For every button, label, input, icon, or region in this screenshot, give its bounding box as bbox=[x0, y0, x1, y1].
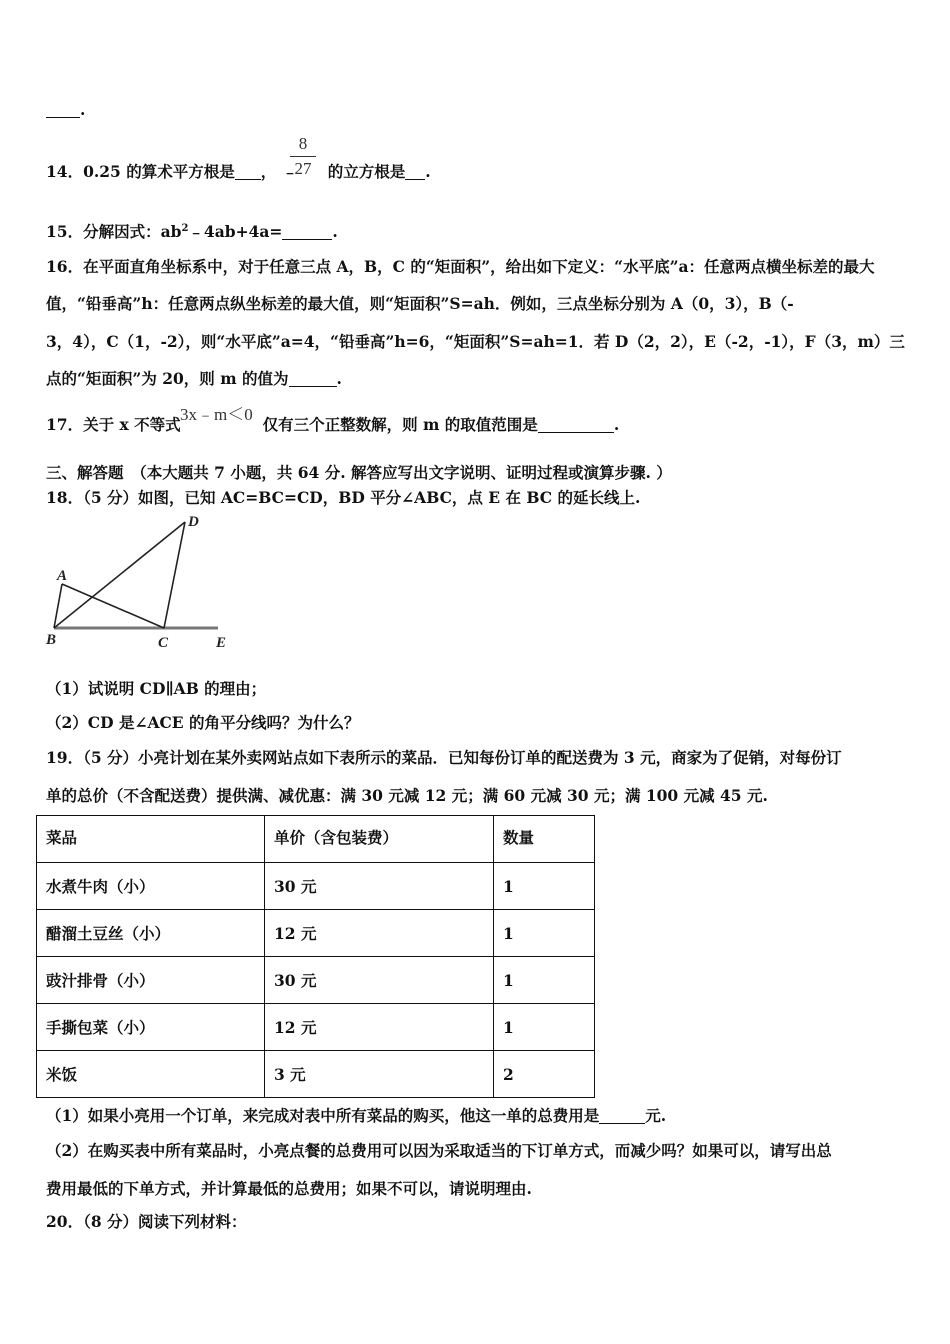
segment-BD bbox=[54, 522, 185, 628]
cell-qty: 1 bbox=[494, 910, 595, 957]
q13-tail: . bbox=[46, 100, 85, 119]
cell-price: 3 元 bbox=[265, 1051, 494, 1098]
cell-dish: 豉汁排骨（小） bbox=[37, 957, 265, 1004]
cell-qty: 1 bbox=[494, 863, 595, 910]
header-unit-price: 单价（含包装费） bbox=[265, 816, 494, 863]
question-16-line-3: 3，4），C（1，-2），则“水平底”a=4，“铅垂高”h=6，“矩面积”S=ah=1．若 D（2，2），E（-2，-1），F（3，m）三 bbox=[46, 332, 905, 351]
fraction-8-27 bbox=[290, 134, 316, 179]
table-row bbox=[37, 863, 595, 910]
question-16-line-4: 点的“矩面积”为 20，则 m 的值为 . bbox=[46, 369, 342, 388]
cell-price: 30 元 bbox=[265, 863, 494, 910]
cell-qty: 2 bbox=[494, 1051, 595, 1098]
segment-CD bbox=[164, 522, 185, 628]
inequality-expression: 3x﹣m＜0 bbox=[180, 405, 253, 424]
geometry-figure bbox=[40, 510, 240, 655]
cell-qty: 1 bbox=[494, 1004, 595, 1051]
header-quantity: 数量 bbox=[494, 816, 595, 863]
table-row bbox=[37, 957, 595, 1004]
cell-dish: 米饭 bbox=[37, 1051, 265, 1098]
segment-AC bbox=[62, 584, 164, 628]
q17-answer-blank[interactable] bbox=[538, 417, 614, 434]
menu-table bbox=[36, 815, 595, 1098]
label-A: A bbox=[57, 568, 68, 584]
q14-answer-blank-2[interactable] bbox=[405, 164, 425, 181]
table-row bbox=[37, 910, 595, 957]
question-16-line-1: 16．在平面直角坐标系中，对于任意三点 A，B，C 的“矩面积”，给出如下定义：“水平底”a：任意两点横坐标差的最大 bbox=[46, 257, 875, 276]
question-19-line-1: 19．（5 分）小亮计划在某外卖网站点如下表所示的菜品．已知每份订单的配送费为 3 元，商家为了促销，对每份订 bbox=[46, 748, 842, 767]
question-18-part-1: （1）试说明 CD∥AB 的理由； bbox=[46, 679, 267, 698]
q14-answer-blank-1[interactable] bbox=[235, 164, 261, 181]
q15-answer-blank[interactable] bbox=[282, 224, 332, 241]
question-19-line-2: 单的总价（不含配送费）提供满、减优惠：满 30 元减 12 元；满 60 元减 30 元；满 100 元减 45 元. bbox=[46, 786, 768, 805]
cell-dish: 水煮牛肉（小） bbox=[37, 863, 265, 910]
question-18-part-2: （2）CD 是∠ACE 的角平分线吗？为什么？ bbox=[46, 713, 360, 732]
q16-answer-blank[interactable] bbox=[289, 371, 337, 388]
question-15: 15．分解因式：$ab^2﹣4ab+4a=$ . bbox=[46, 222, 338, 241]
question-19-part-2-line-2: 费用最低的下单方式，并计算最低的总费用；如果不可以，请说明理由. bbox=[46, 1179, 532, 1198]
exponent: 2 bbox=[181, 222, 189, 234]
question-20: 20．（8 分）阅读下列材料： bbox=[46, 1212, 247, 1231]
table-row bbox=[37, 1004, 595, 1051]
label-B: B bbox=[46, 632, 57, 648]
cell-price: 12 元 bbox=[265, 1004, 494, 1051]
section-3-heading: 三、解答题 （本大题共 7 小题，共 64 分. 解答应写出文字说明、证明过程或演算步骤. ） bbox=[46, 463, 672, 482]
cell-qty: 1 bbox=[494, 957, 595, 1004]
fraction-bar bbox=[290, 156, 316, 157]
segment-BA bbox=[54, 584, 62, 628]
question-16-line-2: 值，“铅垂高”h：任意两点纵坐标差的最大值，则“矩面积”S=ah．例如，三点坐标分别为 A（0，3），B（- bbox=[46, 294, 794, 313]
cell-dish: 醋溜土豆丝（小） bbox=[37, 910, 265, 957]
table-header-row bbox=[37, 816, 595, 863]
label-D: D bbox=[188, 514, 199, 530]
question-19-part-1: （1）如果小亮用一个订单，来完成对表中所有菜品的购买，他这一单的总费用是 元. bbox=[46, 1106, 667, 1125]
table-row bbox=[37, 1051, 595, 1098]
q19-answer-blank[interactable] bbox=[599, 1108, 645, 1125]
question-17: 17．关于 x 不等式 仅有三个正整数解，则 m 的取值范围是 . bbox=[46, 415, 620, 434]
question-14: 14．0.25 的算术平方根是 ， ﹣ 的立方根是 . bbox=[46, 162, 431, 181]
header-dish: 菜品 bbox=[37, 816, 265, 863]
question-19-part-2-line-1: （2）在购买表中所有菜品时，小亮点餐的总费用可以因为采取适当的下订单方式，而减少吗？如果可以，请写出总 bbox=[46, 1141, 832, 1160]
question-18-stem: 18．（5 分）如图，已知 AC=BC=CD，BD 平分∠ABC，点 E 在 BC 的延长线上. bbox=[46, 488, 641, 507]
fraction-numerator: 8 bbox=[298, 134, 308, 153]
cell-price: 30 元 bbox=[265, 957, 494, 1004]
cell-price: 12 元 bbox=[265, 910, 494, 957]
cell-dish: 手撕包菜（小） bbox=[37, 1004, 265, 1051]
q13-answer-blank[interactable] bbox=[46, 102, 80, 119]
fraction-denominator: 27 bbox=[294, 159, 312, 178]
label-C: C bbox=[158, 635, 169, 651]
label-E: E bbox=[216, 635, 227, 651]
